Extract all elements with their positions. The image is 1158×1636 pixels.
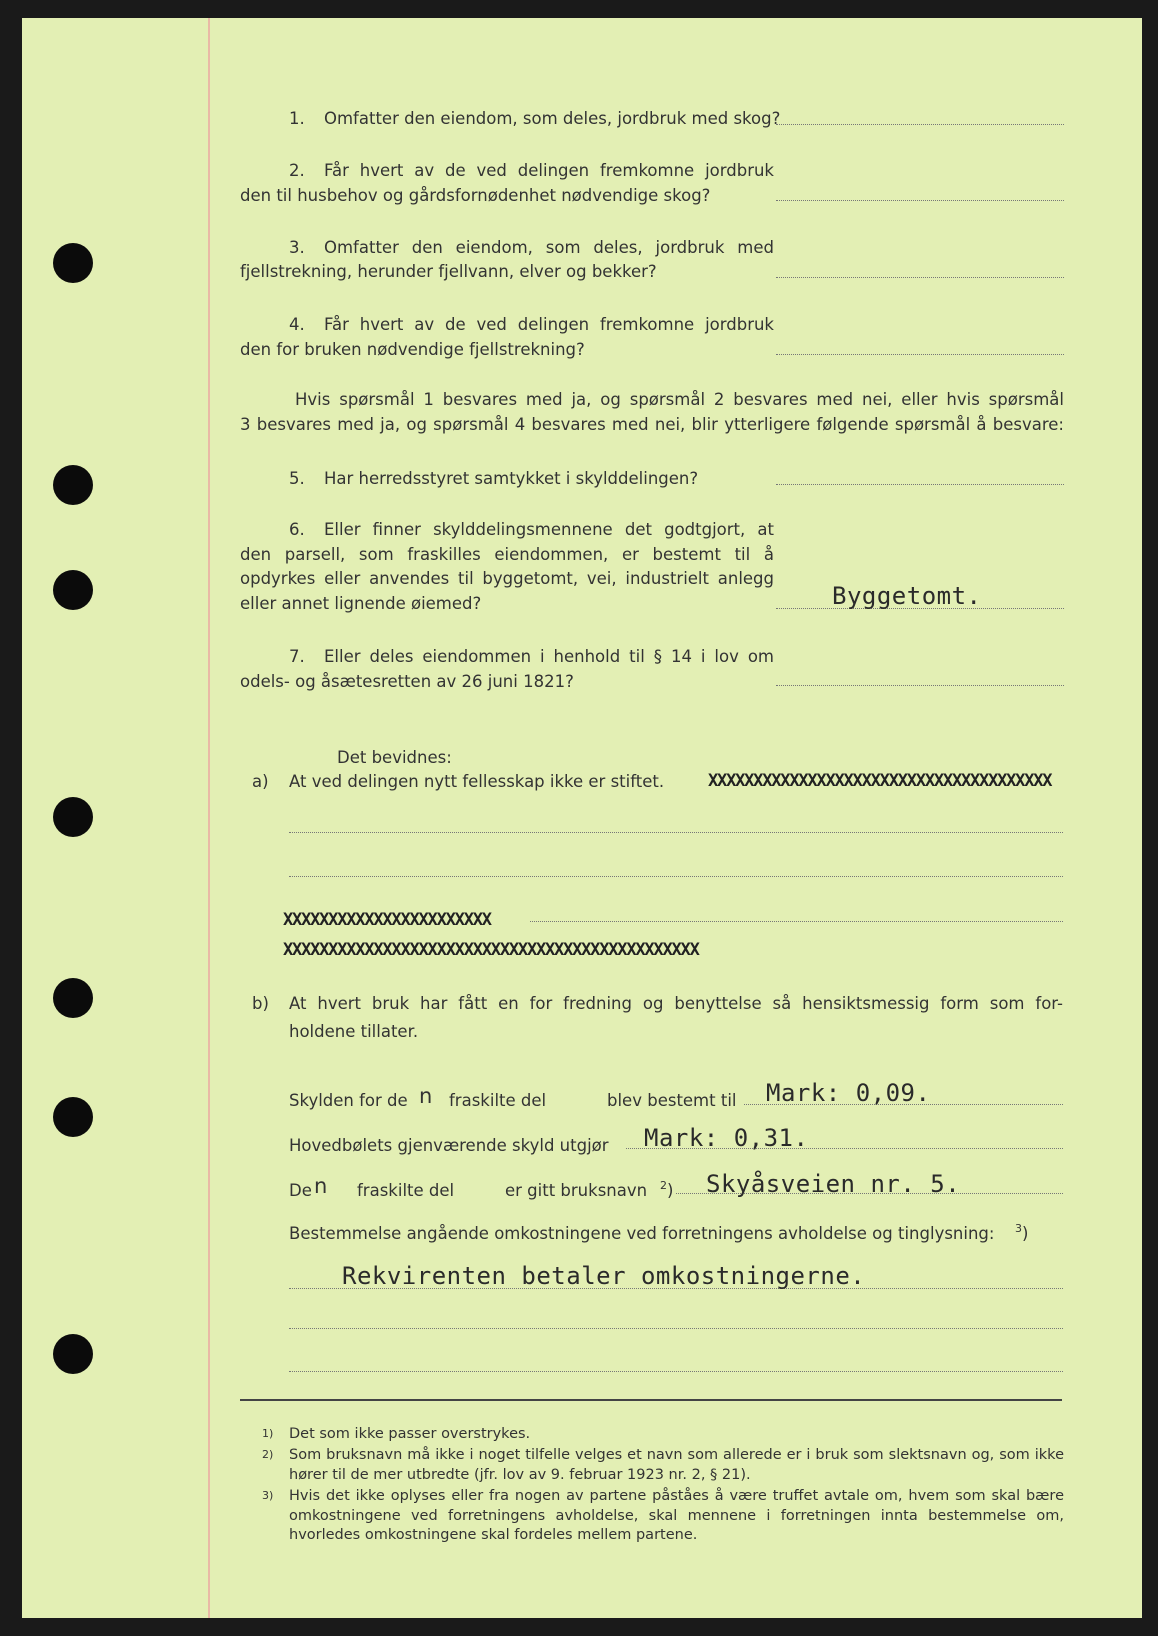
footnote-ref: 3: [1015, 1222, 1022, 1235]
field-value: Mark: 0,09.: [766, 1079, 931, 1107]
footnote-number: 1): [262, 1427, 274, 1440]
blank-line: [289, 1328, 1063, 1329]
punch-hole: [53, 465, 93, 505]
punch-hole: [53, 797, 93, 837]
punch-hole: [53, 1334, 93, 1374]
question-text: Omfatter den eiendom, som deles, jordbruk med skog?: [324, 109, 781, 128]
answer-line: [776, 277, 1064, 278]
question-text: Har herredsstyret samtykket i skylddelingen?: [324, 469, 699, 488]
footnote-number: 2): [262, 1448, 274, 1461]
blank-line: [289, 832, 1063, 833]
field-label: er gitt bruksnavn: [505, 1181, 648, 1200]
question-text: den til husbehov og gårdsfornødenhet nødvendige skog?: [240, 186, 711, 205]
answer-line: [776, 124, 1064, 125]
blank-line: [530, 921, 1063, 922]
question-text: fjellstrekning, herunder fjellvann, elver og bekker?: [240, 262, 657, 281]
strikeout-text: XXXXXXXXXXXXXXXXXXXXXXXXXXXXXXXXXXXXXXXXXXXXXX: [283, 940, 699, 960]
question-number: 2.: [289, 161, 305, 180]
footnote-number: 3): [262, 1489, 274, 1502]
field-label: blev bestemt til: [607, 1091, 737, 1110]
question-number: 6.: [289, 520, 305, 539]
answer-line: [776, 484, 1064, 485]
footnote-ref: 2: [660, 1179, 667, 1192]
question-number: 3.: [289, 238, 305, 257]
blank-line: [289, 1371, 1063, 1372]
item-text: At hvert bruk har fått en for fredning og benyttelse så hensiktsmessig form som for-: [289, 994, 1063, 1013]
punch-hole: [53, 243, 93, 283]
intro-line: Hvis spørsmål 1 besvares med ja, og spørsmål 2 besvares med nei, eller hvis spørsmål: [295, 390, 1064, 409]
question-text: Får hvert av de ved delingen fremkomne jordbruk: [324, 315, 774, 334]
footnote-paren: ): [667, 1181, 674, 1200]
punch-hole: [53, 1097, 93, 1137]
answer-line: [776, 200, 1064, 201]
item-label: a): [252, 772, 269, 791]
punch-hole: [53, 978, 93, 1018]
field-label: Skylden for de: [289, 1091, 408, 1110]
field-value: Skyåsveien nr. 5.: [706, 1170, 961, 1198]
question-number: 1.: [289, 109, 305, 128]
question-text: opdyrkes eller anvendes til byggetomt, vei, industrielt anlegg: [240, 569, 774, 588]
field-label: fraskilte del: [357, 1181, 455, 1200]
question-number: 7.: [289, 647, 305, 666]
margin-line: [208, 18, 210, 1618]
question-text: Eller deles eiendommen i henhold til § 14 i lov om: [324, 647, 774, 666]
blank-line: [289, 876, 1063, 877]
section-heading: Det bevidnes:: [337, 748, 452, 767]
question-text: den for bruken nødvendige fjellstrekning?: [240, 340, 585, 359]
punch-hole: [53, 570, 93, 610]
question-text: Omfatter den eiendom, som deles, jordbruk med: [324, 238, 774, 257]
field-label-fill: n: [314, 1174, 328, 1198]
intro-line: 3 besvares med ja, og spørsmål 4 besvares med nei, blir ytterligere følgende spørsmål å besvare:: [240, 415, 1064, 434]
answer-line: [776, 685, 1064, 686]
footnote-text: Som bruksnavn må ikke i noget tilfelle velges et navn som allerede er i bruk som slektsnavn og, som ikke hører til de mer utbredte (jfr. lov av 9. februar 1923 nr. 2, § 21).: [289, 1447, 1064, 1483]
footnote-text: Det som ikke passer overstrykes.: [289, 1426, 531, 1442]
footnote-text: Hvis det ikke oplyses eller fra nogen av partene påståes å være truffet avtale om, hvem som skal bære omkostningene ved forretningens avholdelse, skal mennene i forretningen innta bestemmelse om, hvorledes omkostningene skal fordeles mellem partene.: [289, 1488, 1064, 1543]
strikeout-text: XXXXXXXXXXXXXXXXXXXXXXX: [283, 910, 491, 930]
field-value: Rekvirenten betaler omkostningerne.: [342, 1262, 866, 1290]
question-text: eller annet lignende øiemed?: [240, 594, 482, 613]
question-number: 4.: [289, 315, 305, 334]
field-label: Hovedbølets gjenværende skyld utgjør: [289, 1136, 609, 1155]
footnote-separator: [240, 1399, 1062, 1401]
footnote-paren: ): [1022, 1224, 1029, 1243]
question-text: den parsell, som fraskilles eiendommen, er bestemt til å: [240, 545, 774, 564]
item-text: holdene tillater.: [289, 1022, 419, 1041]
field-label-fill: n: [419, 1084, 433, 1108]
field-value: Mark: 0,31.: [644, 1124, 809, 1152]
question-text: Får hvert av de ved delingen fremkomne jordbruk: [324, 161, 774, 180]
question-number: 5.: [289, 469, 305, 488]
answer-value: Byggetomt.: [832, 582, 982, 610]
field-label: Bestemmelse angående omkostningene ved forretningens avholdelse og tinglysning:: [289, 1224, 995, 1243]
item-label: b): [252, 994, 269, 1013]
strikeout-text: XXXXXXXXXXXXXXXXXXXXXXXXXXXXXXXXXXXXXX: [708, 771, 1052, 791]
item-text: At ved delingen nytt fellesskap ikke er stiftet.: [289, 772, 665, 791]
answer-line: [776, 354, 1064, 355]
field-label: fraskilte del: [449, 1091, 547, 1110]
field-label: De: [289, 1181, 312, 1200]
question-text: odels- og åsætesretten av 26 juni 1821?: [240, 672, 574, 691]
question-text: Eller finner skylddelingsmennene det godtgjort, at: [324, 520, 774, 539]
